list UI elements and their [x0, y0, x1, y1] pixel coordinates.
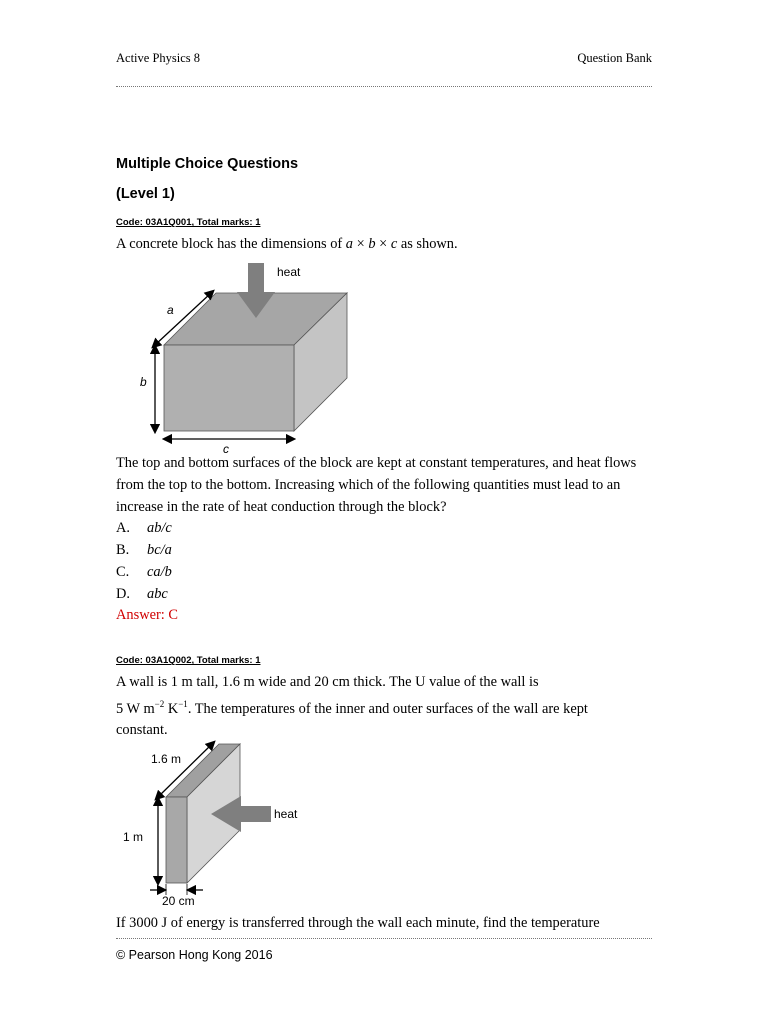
dimension-c-label: c — [223, 442, 229, 456]
section-title: Multiple Choice Questions — [116, 156, 299, 172]
header-book-title: Active Physics 8 — [116, 51, 201, 65]
wall-front-face — [166, 797, 187, 883]
q2-stem: A wall is 1 m tall, 1.6 m wide and 20 cm thick. The U value of the wall is 5 W $m^{-2}$ $K^{-1}$. The temperatures of the inner and outer surfaces of the wall are kept constant. — [116, 674, 588, 739]
heat-label: heat — [277, 265, 301, 279]
level-label: (Level 1) — [116, 186, 175, 202]
q1-option-d: D. abc — [116, 586, 168, 602]
dimension-b-label: b — [140, 375, 147, 389]
footer-divider — [116, 938, 652, 939]
q1-stem: A concrete block has the dimensions of a × b × c as shown. — [116, 236, 458, 252]
q1-option-c: C. ca/b — [116, 564, 172, 580]
dimension-width-label: 1.6 m — [151, 752, 182, 766]
dimension-thickness-label: 20 cm — [162, 894, 195, 908]
q1-body: The top and bottom surfaces of the block are kept at constant temperatures, and heat flows from the top to the bottom. Increasing which of the following quantities must lead to an increase in the rate of heat conduction through the block? — [116, 455, 637, 515]
q1-option-b: B. bc/a — [116, 542, 172, 558]
dimension-height-label: 1 m — [123, 830, 144, 844]
q1-option-a: A. ab/c — [116, 520, 172, 536]
wall-heat-label: heat — [274, 807, 298, 821]
dimension-a-label: a — [167, 303, 174, 317]
q2-code: Code: 03A1Q002, Total marks: 1 — [116, 655, 261, 666]
header-section-title: Question Bank — [577, 51, 652, 65]
q1-answer: Answer: C — [116, 607, 178, 623]
q1-code: Code: 03A1Q001, Total marks: 1 — [116, 217, 261, 228]
footer-copyright: © Pearson Hong Kong 2016 — [116, 948, 273, 962]
q2-trailing-text: If 3000 J of energy is transferred through the wall each minute, find the temperature — [116, 915, 600, 931]
